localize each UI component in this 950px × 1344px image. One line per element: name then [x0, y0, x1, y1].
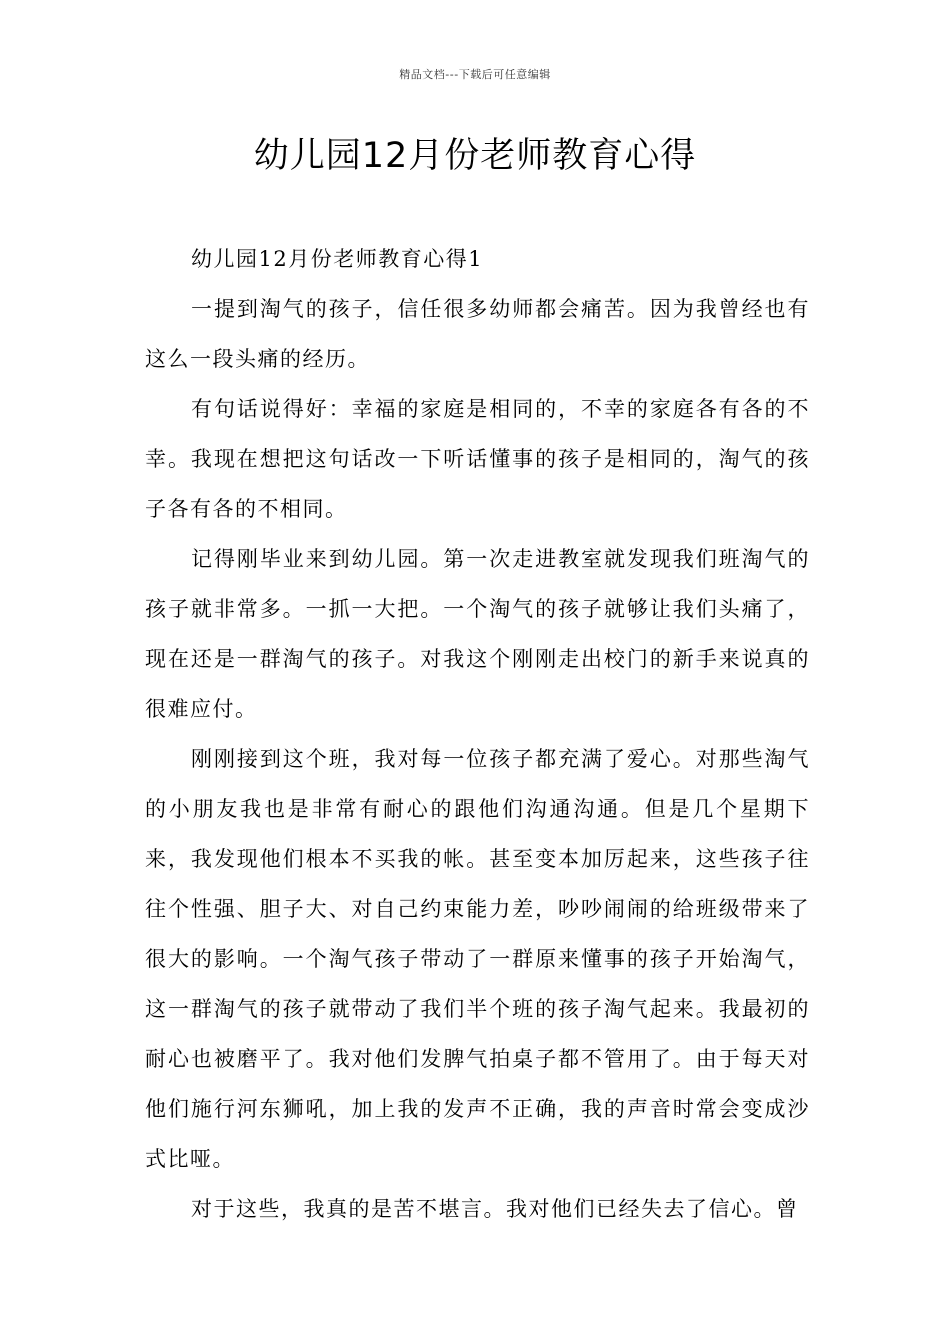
- document-title: 幼儿园12月份老师教育心得: [253, 136, 697, 176]
- header-note: 精品文档---下载后可任意编辑: [399, 68, 551, 81]
- body-paragraph: 一提到淘气的孩子，信任很多幼师都会痛苦。因为我曾经也有这么一段头痛的经历。: [145, 297, 810, 371]
- body-paragraph: 对于这些，我真的是苦不堪言。我对他们已经失去了信心。曾: [191, 1197, 799, 1221]
- body-paragraph: 刚刚接到这个班，我对每一位孩子都充满了爱心。对那些淘气的小朋友我也是非常有耐心的跟他们沟通沟通。但是几个星期下来，我发现他们根本不买我的帐。甚至变本加厉起来，这些孩子往往个性强、胆子大、对自己约束能力差，吵吵闹闹的给班级带来了很大的影响。一个淘气孩子带动了一群原来懂事的孩子开始淘气，这一群淘气的孩子就带动了我们半个班的孩子淘气起来。我最初的耐心也被磨平了。我对他们发脾气拍桌子都不管用了。由于每天对他们施行河东狮吼，加上我的发声不正确，我的声音时常会变成沙式比哑。: [145, 747, 810, 1171]
- subtitle-paragraph: 幼儿园12月份老师教育心得1: [191, 247, 484, 271]
- document-body: [145, 234, 810, 1234]
- body-paragraph: 记得刚毕业来到幼儿园。第一次走进教室就发现我们班淘气的孩子就非常多。一抓一大把。一个淘气的孩子就够让我们头痛了，现在还是一群淘气的孩子。对我这个刚刚走出校门的新手来说真的很难应付。: [145, 547, 810, 721]
- body-paragraph: 有句话说得好：幸福的家庭是相同的，不幸的家庭各有各的不幸。我现在想把这句话改一下听话懂事的孩子是相同的，淘气的孩子各有各的不相同。: [145, 397, 810, 521]
